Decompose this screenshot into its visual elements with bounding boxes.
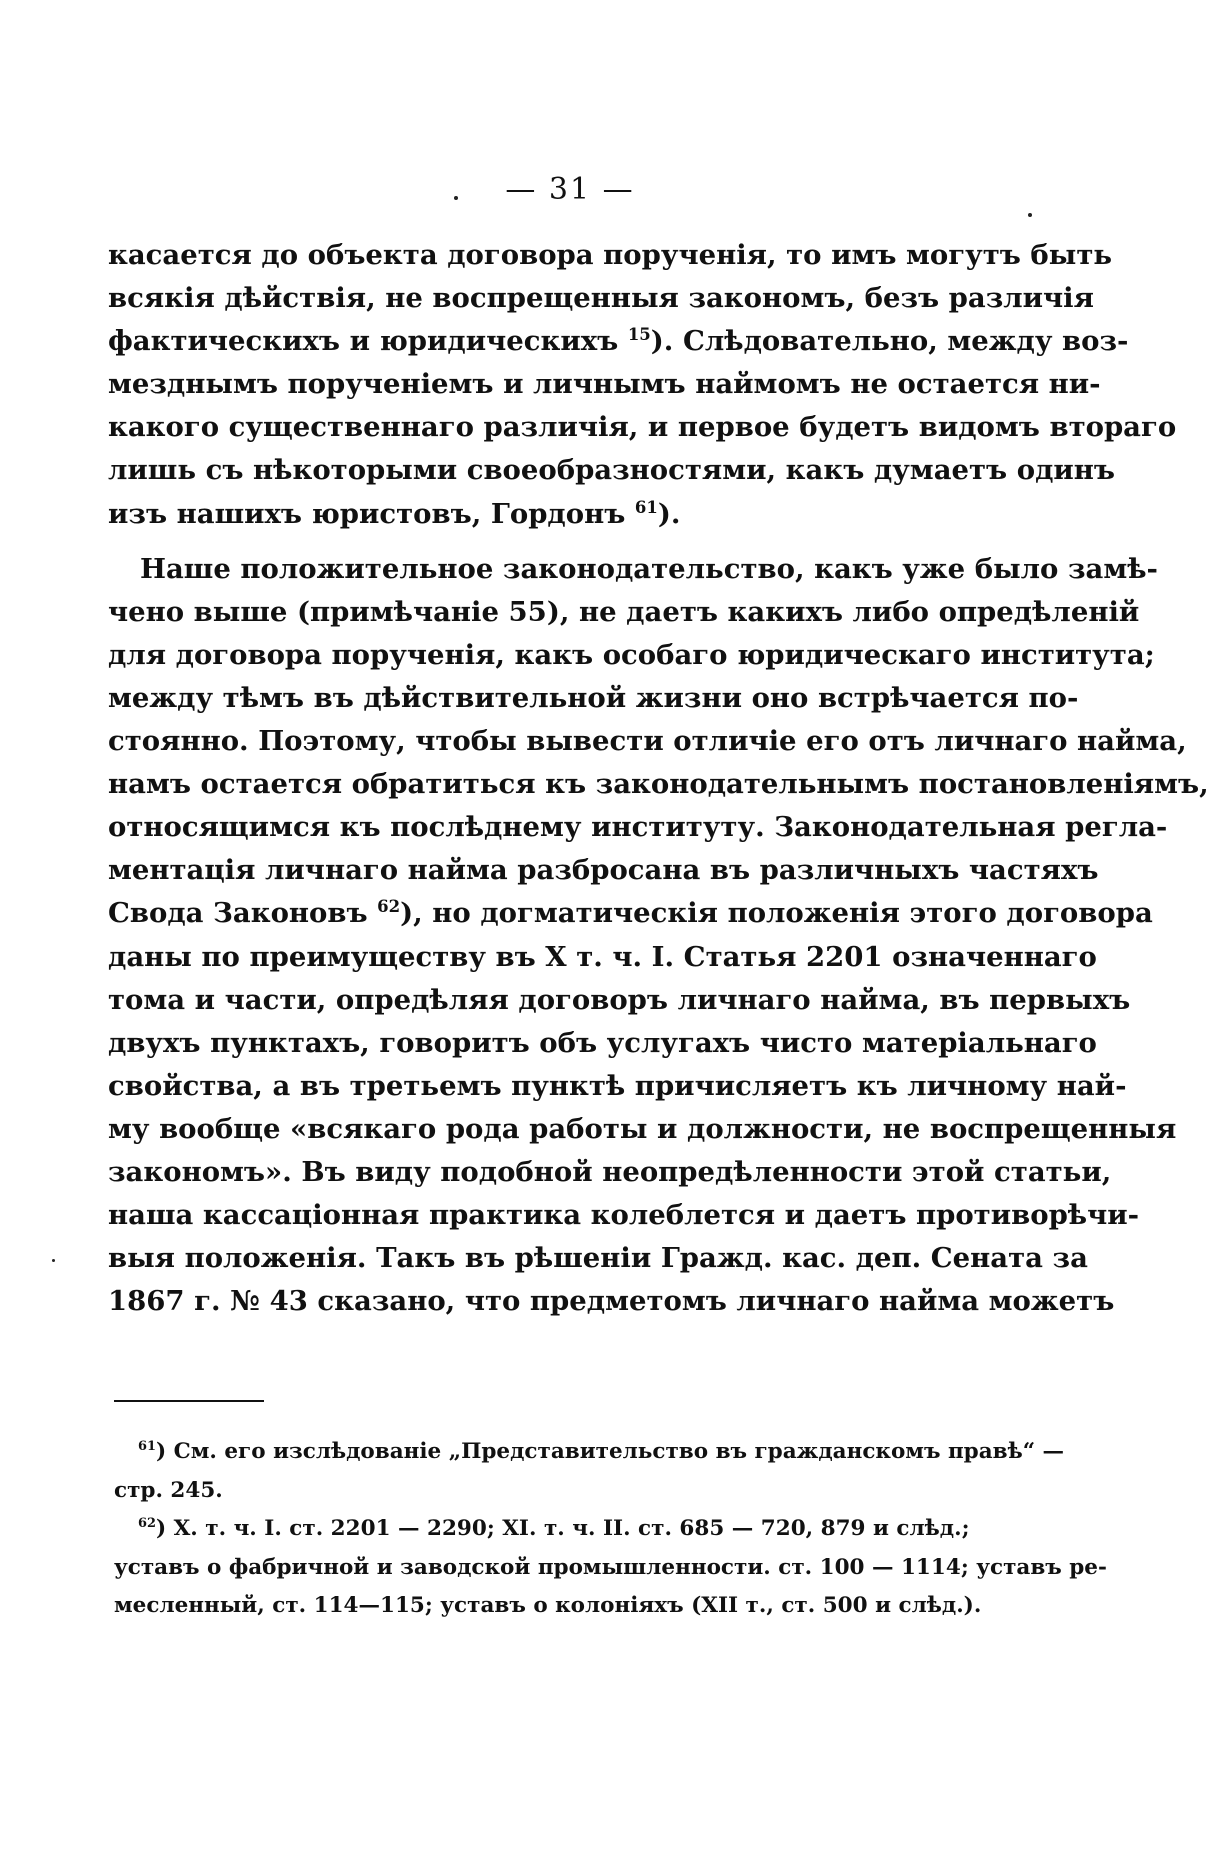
text-line xyxy=(108,406,1177,449)
line-text: свойства, а въ третьемъ пунктѣ причисляетъ къ личному най- xyxy=(108,1069,1127,1102)
line-text: ). Слѣдовательно, между воз- xyxy=(650,325,1129,358)
text-line xyxy=(108,591,1140,634)
line-text: тома и части, опредѣляя договоръ личнаго найма, въ первыхъ xyxy=(108,983,1131,1016)
line-text: 1867 г. № 43 сказано, что предметомъ личнаго найма можетъ xyxy=(108,1285,1115,1318)
text-line xyxy=(108,634,1155,677)
text-line xyxy=(108,806,1168,849)
text-line xyxy=(108,936,1097,979)
line-text: стоянно. Поэтому, чтобы вывести отличіе его отъ личнаго найма, xyxy=(108,725,1187,758)
line-text: мезднымъ порученіемъ и личнымъ наймомъ не остается ни- xyxy=(108,368,1101,401)
footnote-mark: 61 xyxy=(138,1438,156,1454)
footnote-line: $^{61}$) См. его изслѣдованіе „Представительство въ гражданскомъ правѣ“ — xyxy=(138,1438,1065,1464)
footnote-ref: 61 xyxy=(634,497,658,517)
line-text: ментація личнаго найма разбросана въ различныхъ частяхъ xyxy=(108,854,1099,887)
text-line xyxy=(108,277,1094,320)
footnote-text: месленный, ст. 114—115; уставъ о колоніяхъ (XII т., ст. 500 и слѣд.). xyxy=(114,1593,982,1618)
text-line xyxy=(108,763,1209,806)
line-text: Наше положительное законодательство, какъ уже было замѣ- xyxy=(140,552,1158,585)
line-text: двухъ пунктахъ, говоритъ объ услугахъ чисто матеріальнаго xyxy=(108,1026,1097,1059)
ink-speck xyxy=(52,1259,55,1262)
footnote-text: стр. 245. xyxy=(114,1477,223,1503)
text-line xyxy=(108,1151,1112,1194)
line-text: наша кассаціонная практика колеблется и даетъ противорѣчи- xyxy=(108,1199,1140,1232)
line-text: относящимся къ послѣднему институту. Законодательная регла- xyxy=(108,811,1168,844)
text-line xyxy=(108,979,1131,1022)
footnote-separator xyxy=(114,1400,264,1402)
line-text: му вообще «всякаго рода работы и должности, не воспрещенныя xyxy=(108,1112,1177,1145)
footnote-line xyxy=(114,1587,982,1626)
line-text: касается до объекта договора порученія, то имъ могутъ быть xyxy=(108,239,1113,271)
line-text: Свода Законовъ xyxy=(108,897,378,930)
text-line xyxy=(108,493,954,536)
text-line xyxy=(108,320,1129,363)
footnote-text: уставъ о фабричной и заводской промышленности. ст. 100 — 1114; уставъ ре- xyxy=(114,1554,1107,1580)
footnote-ref: 62 xyxy=(377,897,401,917)
footnote-mark: 62 xyxy=(138,1515,156,1531)
text-line xyxy=(108,1108,1177,1151)
line-text: какого существеннаго различія, и первое будетъ видомъ втораго xyxy=(108,411,1177,444)
line-text: намъ остается обратиться къ законодательнымъ постановленіямъ, xyxy=(108,768,1209,801)
footnotes xyxy=(114,1433,1107,1626)
footnote-62 xyxy=(114,1510,1107,1626)
text-line xyxy=(108,1065,1127,1108)
text-line xyxy=(108,677,1079,720)
text-line xyxy=(108,363,1101,406)
line-text: ). xyxy=(657,497,681,530)
line-text: для договора порученія, какъ особаго юридическаго института; xyxy=(108,638,1155,671)
line-text: выя положенія. Такъ въ рѣшеніи Гражд. кас. деп. Сената за xyxy=(108,1242,1088,1275)
text-line xyxy=(108,849,1099,892)
line-text: ), но догматическія положенія этого договора xyxy=(400,897,1153,930)
text-line xyxy=(108,449,1116,492)
line-text: всякія дѣйствія, не воспрещенныя закономъ, безъ различія xyxy=(108,282,1094,315)
footnote-line: $^{62}$) X. т. ч. I. ст. 2201 — 2290; XI. т. ч. II. ст. 685 — 720, 879 и слѣд.; xyxy=(138,1515,970,1541)
text-line xyxy=(108,548,1158,591)
main-text xyxy=(108,234,1209,1323)
text-line xyxy=(108,892,1153,935)
line-text: между тѣмъ въ дѣйствительной жизни оно встрѣчается по- xyxy=(108,681,1079,714)
text-line xyxy=(108,1194,1140,1237)
paragraph-2 xyxy=(108,548,1209,1324)
line-text: фактическихъ и юридическихъ xyxy=(108,325,628,358)
text-line xyxy=(108,1022,1097,1065)
footnote-line xyxy=(114,1472,954,1511)
line-text: даны по преимуществу въ X т. ч. I. Статья 2201 означеннаго xyxy=(108,940,1097,973)
page-number: — 31 — xyxy=(505,172,635,207)
footnote-61 xyxy=(114,1433,1065,1510)
line-text: чено выше (примѣчаніе 55), не даетъ какихъ либо опредѣленій xyxy=(108,595,1140,628)
line-text: закономъ». Въ виду подобной неопредѣленности этой статьи, xyxy=(108,1155,1112,1188)
text-line xyxy=(108,1280,1115,1323)
footnote-ref: 15 xyxy=(627,325,651,345)
footnote-text: X. т. ч. I. ст. 2201 — 2290; XI. т. ч. II. ст. 685 — 720, 879 и слѣд.; xyxy=(173,1516,970,1541)
text-line xyxy=(108,1237,1088,1280)
footnote-text: См. его изслѣдованіе „Представительство въ гражданскомъ правѣ“ — xyxy=(173,1439,1065,1464)
line-text: лишь съ нѣкоторыми своеобразностями, какъ думаетъ одинъ xyxy=(108,454,1116,487)
footnote-line xyxy=(114,1549,1107,1588)
text-line xyxy=(108,720,1187,763)
paragraph-1 xyxy=(108,234,1177,536)
line-text: изъ нашихъ юристовъ, Гордонъ xyxy=(108,497,635,530)
ink-speck xyxy=(1028,213,1032,217)
text-line xyxy=(108,234,1113,277)
